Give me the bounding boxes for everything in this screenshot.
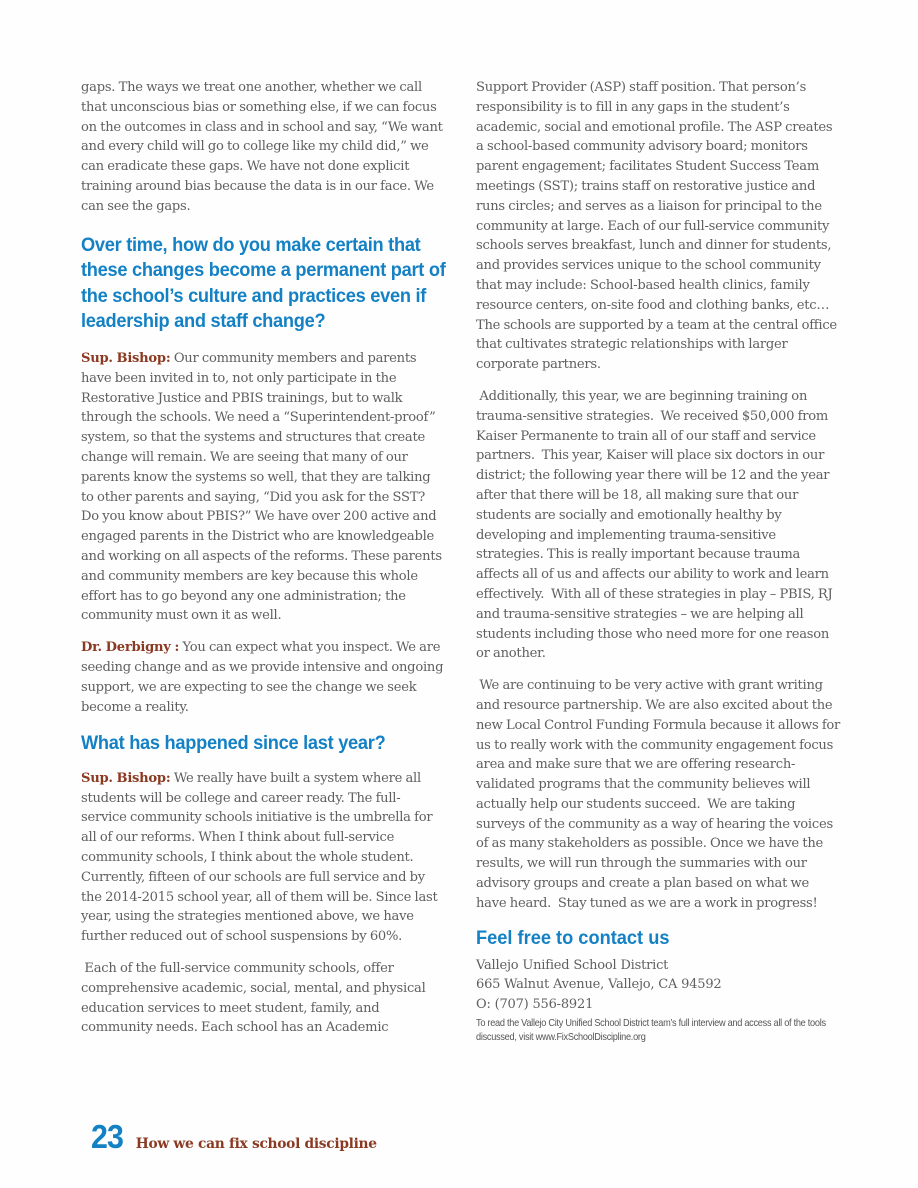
contact-address: 665 Walnut Avenue, Vallejo, CA 94592 [476,977,722,993]
services-paragraph: Each of the full-service community schools, offer comprehensive academic, social, mental, and physical education services to meet student, family, and community needs. Each school has an Academic [81,961,429,1036]
question-heading-permanence: Over time, how do you make certain that these changes become a permanent part of the school’s culture and practices even if leadership and staff change? [81,233,446,333]
answer-text: Our community members and parents have been invited in to, not only participate in the Restorative Justice and PBIS trainings, but to walk through the schools. We need a “Superintendent-proof” system, so that the systems and structures that create change will remain. We are seeing that many of our parents know the systems so well, that they are talking to other parents and saying, “Did you ask for the SST? Do you know about PBIS?” We have over 200 active and engaged parents in the District who are knowledgeable and working on all aspects of the reforms. These parents and community members are key because this whole effort has to go beyond any one administration; the community must own it as well. [81,350,442,624]
derbigny-answer-paragraph [81,638,446,717]
speaker-label-bishop: Sup. Bishop: [81,770,171,786]
question-heading-since-last-year: What has happened since last year? [81,732,386,755]
bishop-answer-paragraph-2 [81,769,446,947]
answer-text: You can expect what you inspect. We are seeding change and as we provide intensive and ongoing support, we are expecting to see the change we seek become a reality. [81,640,444,715]
contact-heading: Feel free to contact us [476,926,670,949]
grants-paragraph: We are continuing to be very active with grant writing and resource partnership. We are also excited about the new Local Control Funding Formula because it allows for us to really work with the community engagement focus area and make sure that we are offering research-validated programs that the community believes will actually help our students succeed. We are taking surveys of the community as a way of hearing the voices of as many stakeholders as possible. Once we have the results, we will run through the summaries with our advisory groups and create a plan based on what we have heard. Stay tuned as we are a work in progress! [476,678,844,911]
contact-organization: Vallejo Unified School District [476,957,669,973]
right-column [476,78,844,1044]
contact-section [476,926,841,1044]
contact-phone: O: (707) 556-8921 [476,997,594,1013]
intro-paragraph: gaps. The ways we treat one another, whether we call that unconscious bias or something else, if we can focus on the outcomes in class and in school and say, “We want and every child will go to college like my child did,” we can eradicate these gaps. We have not done explicit training around bias because the data is in our face. We can see the gaps. [81,80,443,214]
bishop-answer-paragraph-1 [81,349,446,626]
speaker-label-derbigny: Dr. Derbigny : [81,640,180,656]
left-column [81,78,446,1050]
trauma-paragraph: Additionally, this year, we are beginning training on trauma-sensitive strategies. We received $50,000 from Kaiser Permanente to train all of our staff and service partners. This year, Kaiser will place six doctors in our district; the following year there will be 12 and the year after that there will be 18, all making sure that our students are socially and emotionally healthy by developing and implementing trauma-sensitive strategies. This is really important because trauma affects all of us and affects our ability to work and learn effectively. With all of these strategies in play – PBIS, RJ and trauma-sensitive strategies – we are helping all students including those who need more for one reason or another. [476,388,836,662]
asp-paragraph: Support Provider (ASP) staff position. That person’s responsibility is to fill in any gaps in the student’s academic, social and emotional profile. The ASP creates a school-based community advisory board; monitors parent engagement; facilitates Student Success Team meetings (SST); trains staff on restorative justice and runs circles; and serves as a liaison for principal to the community at large. Each of our full-service community schools serves breakfast, lunch and dinner for students, and provides services unique to the school community that may include: School-based health clinics, family resource centers, on-site food and clothing banks, etc… The schools are supported by a team at the central office that cultivates strategic relationships with larger corporate partners. [476,80,837,373]
website-note: To read the Vallejo City Unified School District team’s full interview and access all of the tools discussed, visit www.FixSchoolDiscipline.org [476,1018,826,1043]
speaker-label-bishop: Sup. Bishop: [81,350,171,366]
page-number: 23 [91,1118,123,1155]
page-footer [91,1118,377,1156]
publication-title: How we can fix school discipline [135,1136,377,1152]
answer-text: We really have built a system where all students will be college and career ready. The full-service community schools initiative is the umbrella for all of our reforms. When I think about full-service community schools, I think about the whole student. Currently, fifteen of our schools are full service and by the 2014-2015 school year, all of them will be. Since last year, using the strategies mentioned above, we have further reduced out of school suspensions by 60%. [81,770,438,945]
